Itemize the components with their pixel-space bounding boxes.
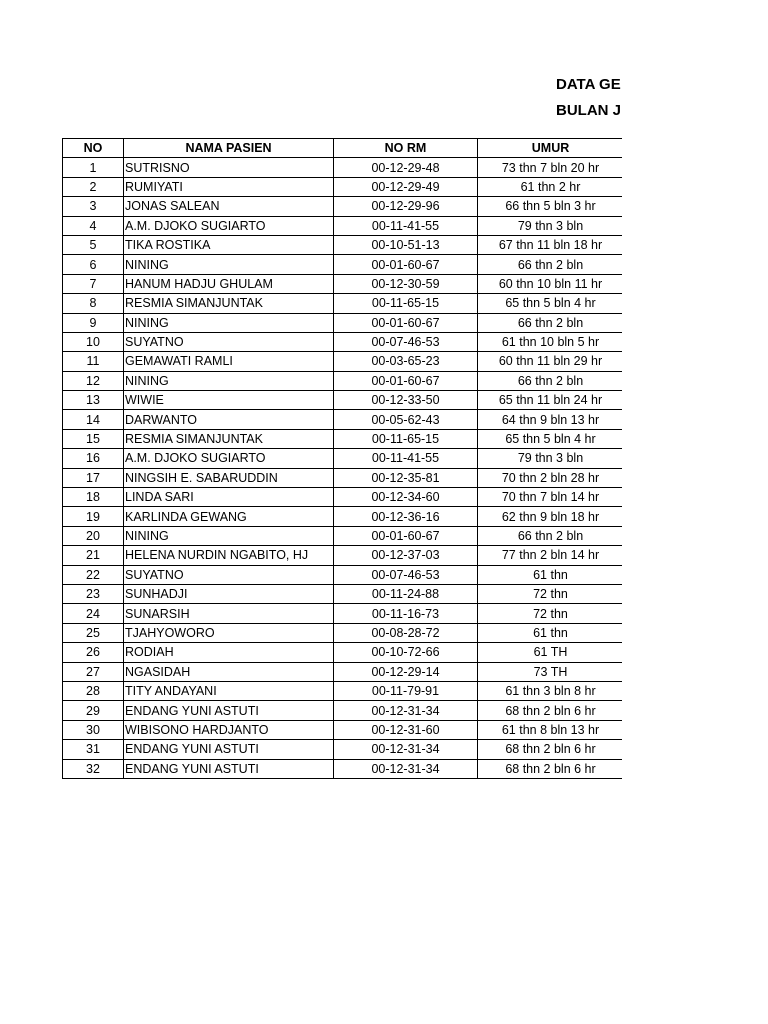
cell-no-rm: 00-12-31-34 xyxy=(334,740,478,759)
cell-nama-pasien: RESMIA SIMANJUNTAK xyxy=(124,294,334,313)
table-body xyxy=(63,158,623,779)
cell-umur: 70 thn 7 bln 14 hr xyxy=(478,488,623,507)
cell-umur: 65 thn 5 bln 4 hr xyxy=(478,429,623,448)
table-row xyxy=(63,546,623,565)
cell-nama-pasien: A.M. DJOKO SUGIARTO xyxy=(124,216,334,235)
cell-no-rm: 00-12-33-50 xyxy=(334,391,478,410)
cell-nama-pasien: RUMIYATI xyxy=(124,177,334,196)
cell-no: 5 xyxy=(63,235,124,254)
cell-nama-pasien: NINING xyxy=(124,371,334,390)
cell-nama-pasien: GEMAWATI RAMLI xyxy=(124,352,334,371)
cell-no-rm: 00-11-41-55 xyxy=(334,216,478,235)
table-row xyxy=(63,507,623,526)
table-row xyxy=(63,274,623,293)
cell-no-rm: 00-11-16-73 xyxy=(334,604,478,623)
cell-nama-pasien: ENDANG YUNI ASTUTI xyxy=(124,701,334,720)
table-row xyxy=(63,643,623,662)
cell-no-rm: 00-12-36-16 xyxy=(334,507,478,526)
table-row xyxy=(63,449,623,468)
cell-nama-pasien: RODIAH xyxy=(124,643,334,662)
cell-umur: 68 thn 2 bln 6 hr xyxy=(478,759,623,778)
patient-table-container xyxy=(62,138,622,779)
cell-no: 15 xyxy=(63,429,124,448)
title-line-2: BULAN J xyxy=(556,102,622,119)
patient-table xyxy=(62,138,622,779)
cell-nama-pasien: RESMIA SIMANJUNTAK xyxy=(124,429,334,448)
cell-no: 4 xyxy=(63,216,124,235)
table-row xyxy=(63,352,623,371)
cell-no-rm: 00-11-65-15 xyxy=(334,294,478,313)
table-row xyxy=(63,235,623,254)
cell-nama-pasien: SUYATNO xyxy=(124,332,334,351)
table-row xyxy=(63,429,623,448)
table-row xyxy=(63,488,623,507)
cell-no: 14 xyxy=(63,410,124,429)
cell-nama-pasien: A.M. DJOKO SUGIARTO xyxy=(124,449,334,468)
table-row xyxy=(63,759,623,778)
cell-nama-pasien: NGASIDAH xyxy=(124,662,334,681)
cell-umur: 61 thn xyxy=(478,565,623,584)
cell-nama-pasien: ENDANG YUNI ASTUTI xyxy=(124,740,334,759)
cell-no: 9 xyxy=(63,313,124,332)
table-row xyxy=(63,371,623,390)
cell-no: 27 xyxy=(63,662,124,681)
cell-no: 8 xyxy=(63,294,124,313)
cell-no-rm: 00-12-37-03 xyxy=(334,546,478,565)
cell-no: 19 xyxy=(63,507,124,526)
cell-umur: 60 thn 10 bln 11 hr xyxy=(478,274,623,293)
cell-no: 18 xyxy=(63,488,124,507)
table-row xyxy=(63,158,623,177)
cell-nama-pasien: WIWIE xyxy=(124,391,334,410)
cell-umur: 68 thn 2 bln 6 hr xyxy=(478,740,623,759)
table-row xyxy=(63,410,623,429)
cell-no-rm: 00-11-65-15 xyxy=(334,429,478,448)
cell-nama-pasien: JONAS SALEAN xyxy=(124,197,334,216)
table-row xyxy=(63,332,623,351)
cell-no: 24 xyxy=(63,604,124,623)
cell-nama-pasien: LINDA SARI xyxy=(124,488,334,507)
cell-no: 12 xyxy=(63,371,124,390)
header-no-rm: NO RM xyxy=(334,139,478,158)
cell-no: 30 xyxy=(63,720,124,739)
cell-no: 17 xyxy=(63,468,124,487)
cell-umur: 65 thn 5 bln 4 hr xyxy=(478,294,623,313)
cell-no: 22 xyxy=(63,565,124,584)
cell-no: 31 xyxy=(63,740,124,759)
cell-umur: 72 thn xyxy=(478,604,623,623)
cell-no: 16 xyxy=(63,449,124,468)
cell-umur: 61 thn 8 bln 13 hr xyxy=(478,720,623,739)
cell-nama-pasien: SUYATNO xyxy=(124,565,334,584)
cell-umur: 70 thn 2 bln 28 hr xyxy=(478,468,623,487)
cell-nama-pasien: HELENA NURDIN NGABITO, HJ xyxy=(124,546,334,565)
header-no: NO xyxy=(63,139,124,158)
cell-umur: 62 thn 9 bln 18 hr xyxy=(478,507,623,526)
header-nama-pasien: NAMA PASIEN xyxy=(124,139,334,158)
cell-umur: 66 thn 2 bln xyxy=(478,371,623,390)
cell-no: 32 xyxy=(63,759,124,778)
cell-no: 13 xyxy=(63,391,124,410)
cell-no-rm: 00-12-29-48 xyxy=(334,158,478,177)
cell-nama-pasien: KARLINDA GEWANG xyxy=(124,507,334,526)
cell-no: 6 xyxy=(63,255,124,274)
table-row xyxy=(63,177,623,196)
cell-no: 11 xyxy=(63,352,124,371)
cell-nama-pasien: HANUM HADJU GHULAM xyxy=(124,274,334,293)
table-row xyxy=(63,662,623,681)
table-row xyxy=(63,604,623,623)
cell-nama-pasien: NINING xyxy=(124,255,334,274)
cell-nama-pasien: TIKA ROSTIKA xyxy=(124,235,334,254)
cell-umur: 61 thn 10 bln 5 hr xyxy=(478,332,623,351)
cell-no-rm: 00-07-46-53 xyxy=(334,565,478,584)
cell-no: 2 xyxy=(63,177,124,196)
cell-no-rm: 00-12-30-59 xyxy=(334,274,478,293)
cell-no: 29 xyxy=(63,701,124,720)
cell-nama-pasien: NINING xyxy=(124,313,334,332)
cell-no-rm: 00-12-35-81 xyxy=(334,468,478,487)
cell-umur: 60 thn 11 bln 29 hr xyxy=(478,352,623,371)
cell-nama-pasien: SUNHADJI xyxy=(124,584,334,603)
cell-umur: 64 thn 9 bln 13 hr xyxy=(478,410,623,429)
table-row xyxy=(63,584,623,603)
table-row xyxy=(63,623,623,642)
table-row xyxy=(63,313,623,332)
cell-nama-pasien: WIBISONO HARDJANTO xyxy=(124,720,334,739)
cell-umur: 79 thn 3 bln xyxy=(478,216,623,235)
cell-no: 10 xyxy=(63,332,124,351)
cell-no-rm: 00-01-60-67 xyxy=(334,371,478,390)
cell-nama-pasien: ENDANG YUNI ASTUTI xyxy=(124,759,334,778)
cell-no: 20 xyxy=(63,526,124,545)
table-row xyxy=(63,197,623,216)
table-row xyxy=(63,681,623,700)
table-row xyxy=(63,391,623,410)
document-title xyxy=(556,72,768,124)
cell-umur: 79 thn 3 bln xyxy=(478,449,623,468)
cell-umur: 65 thn 11 bln 24 hr xyxy=(478,391,623,410)
table-row xyxy=(63,468,623,487)
cell-no-rm: 00-05-62-43 xyxy=(334,410,478,429)
table-row xyxy=(63,526,623,545)
table-row xyxy=(63,294,623,313)
cell-no-rm: 00-11-79-91 xyxy=(334,681,478,700)
cell-no-rm: 00-01-60-67 xyxy=(334,313,478,332)
cell-no-rm: 00-01-60-67 xyxy=(334,526,478,545)
cell-umur: 61 TH xyxy=(478,643,623,662)
cell-umur: 73 thn 7 bln 20 hr xyxy=(478,158,623,177)
cell-umur: 66 thn 2 bln xyxy=(478,526,623,545)
cell-nama-pasien: NINING xyxy=(124,526,334,545)
table-row xyxy=(63,255,623,274)
cell-no: 25 xyxy=(63,623,124,642)
table-row xyxy=(63,216,623,235)
cell-nama-pasien: TITY ANDAYANI xyxy=(124,681,334,700)
cell-no-rm: 00-12-31-34 xyxy=(334,759,478,778)
table-row xyxy=(63,720,623,739)
cell-nama-pasien: SUTRISNO xyxy=(124,158,334,177)
cell-no-rm: 00-12-31-60 xyxy=(334,720,478,739)
cell-umur: 66 thn 2 bln xyxy=(478,313,623,332)
cell-umur: 73 TH xyxy=(478,662,623,681)
table-row xyxy=(63,701,623,720)
cell-umur: 72 thn xyxy=(478,584,623,603)
table-header-row xyxy=(63,139,623,158)
cell-no: 28 xyxy=(63,681,124,700)
cell-no-rm: 00-08-28-72 xyxy=(334,623,478,642)
cell-no-rm: 00-01-60-67 xyxy=(334,255,478,274)
cell-no: 21 xyxy=(63,546,124,565)
cell-umur: 66 thn 5 bln 3 hr xyxy=(478,197,623,216)
cell-no-rm: 00-12-31-34 xyxy=(334,701,478,720)
cell-no-rm: 00-12-34-60 xyxy=(334,488,478,507)
cell-umur: 66 thn 2 bln xyxy=(478,255,623,274)
cell-umur: 77 thn 2 bln 14 hr xyxy=(478,546,623,565)
cell-umur: 61 thn 2 hr xyxy=(478,177,623,196)
cell-no: 1 xyxy=(63,158,124,177)
title-line-1: DATA GE xyxy=(556,76,621,93)
cell-umur: 68 thn 2 bln 6 hr xyxy=(478,701,623,720)
cell-nama-pasien: DARWANTO xyxy=(124,410,334,429)
table-row xyxy=(63,740,623,759)
cell-no-rm: 00-12-29-49 xyxy=(334,177,478,196)
header-umur: UMUR xyxy=(478,139,623,158)
cell-umur: 61 thn xyxy=(478,623,623,642)
cell-no-rm: 00-11-41-55 xyxy=(334,449,478,468)
cell-no: 3 xyxy=(63,197,124,216)
cell-no-rm: 00-10-72-66 xyxy=(334,643,478,662)
cell-no: 26 xyxy=(63,643,124,662)
cell-no: 23 xyxy=(63,584,124,603)
cell-no-rm: 00-10-51-13 xyxy=(334,235,478,254)
cell-no-rm: 00-11-24-88 xyxy=(334,584,478,603)
cell-umur: 67 thn 11 bln 18 hr xyxy=(478,235,623,254)
cell-no: 7 xyxy=(63,274,124,293)
cell-nama-pasien: TJAHYOWORO xyxy=(124,623,334,642)
table-row xyxy=(63,565,623,584)
cell-no-rm: 00-12-29-14 xyxy=(334,662,478,681)
cell-no-rm: 00-07-46-53 xyxy=(334,332,478,351)
cell-no-rm: 00-12-29-96 xyxy=(334,197,478,216)
cell-nama-pasien: SUNARSIH xyxy=(124,604,334,623)
cell-umur: 61 thn 3 bln 8 hr xyxy=(478,681,623,700)
cell-no-rm: 00-03-65-23 xyxy=(334,352,478,371)
cell-nama-pasien: NINGSIH E. SABARUDDIN xyxy=(124,468,334,487)
